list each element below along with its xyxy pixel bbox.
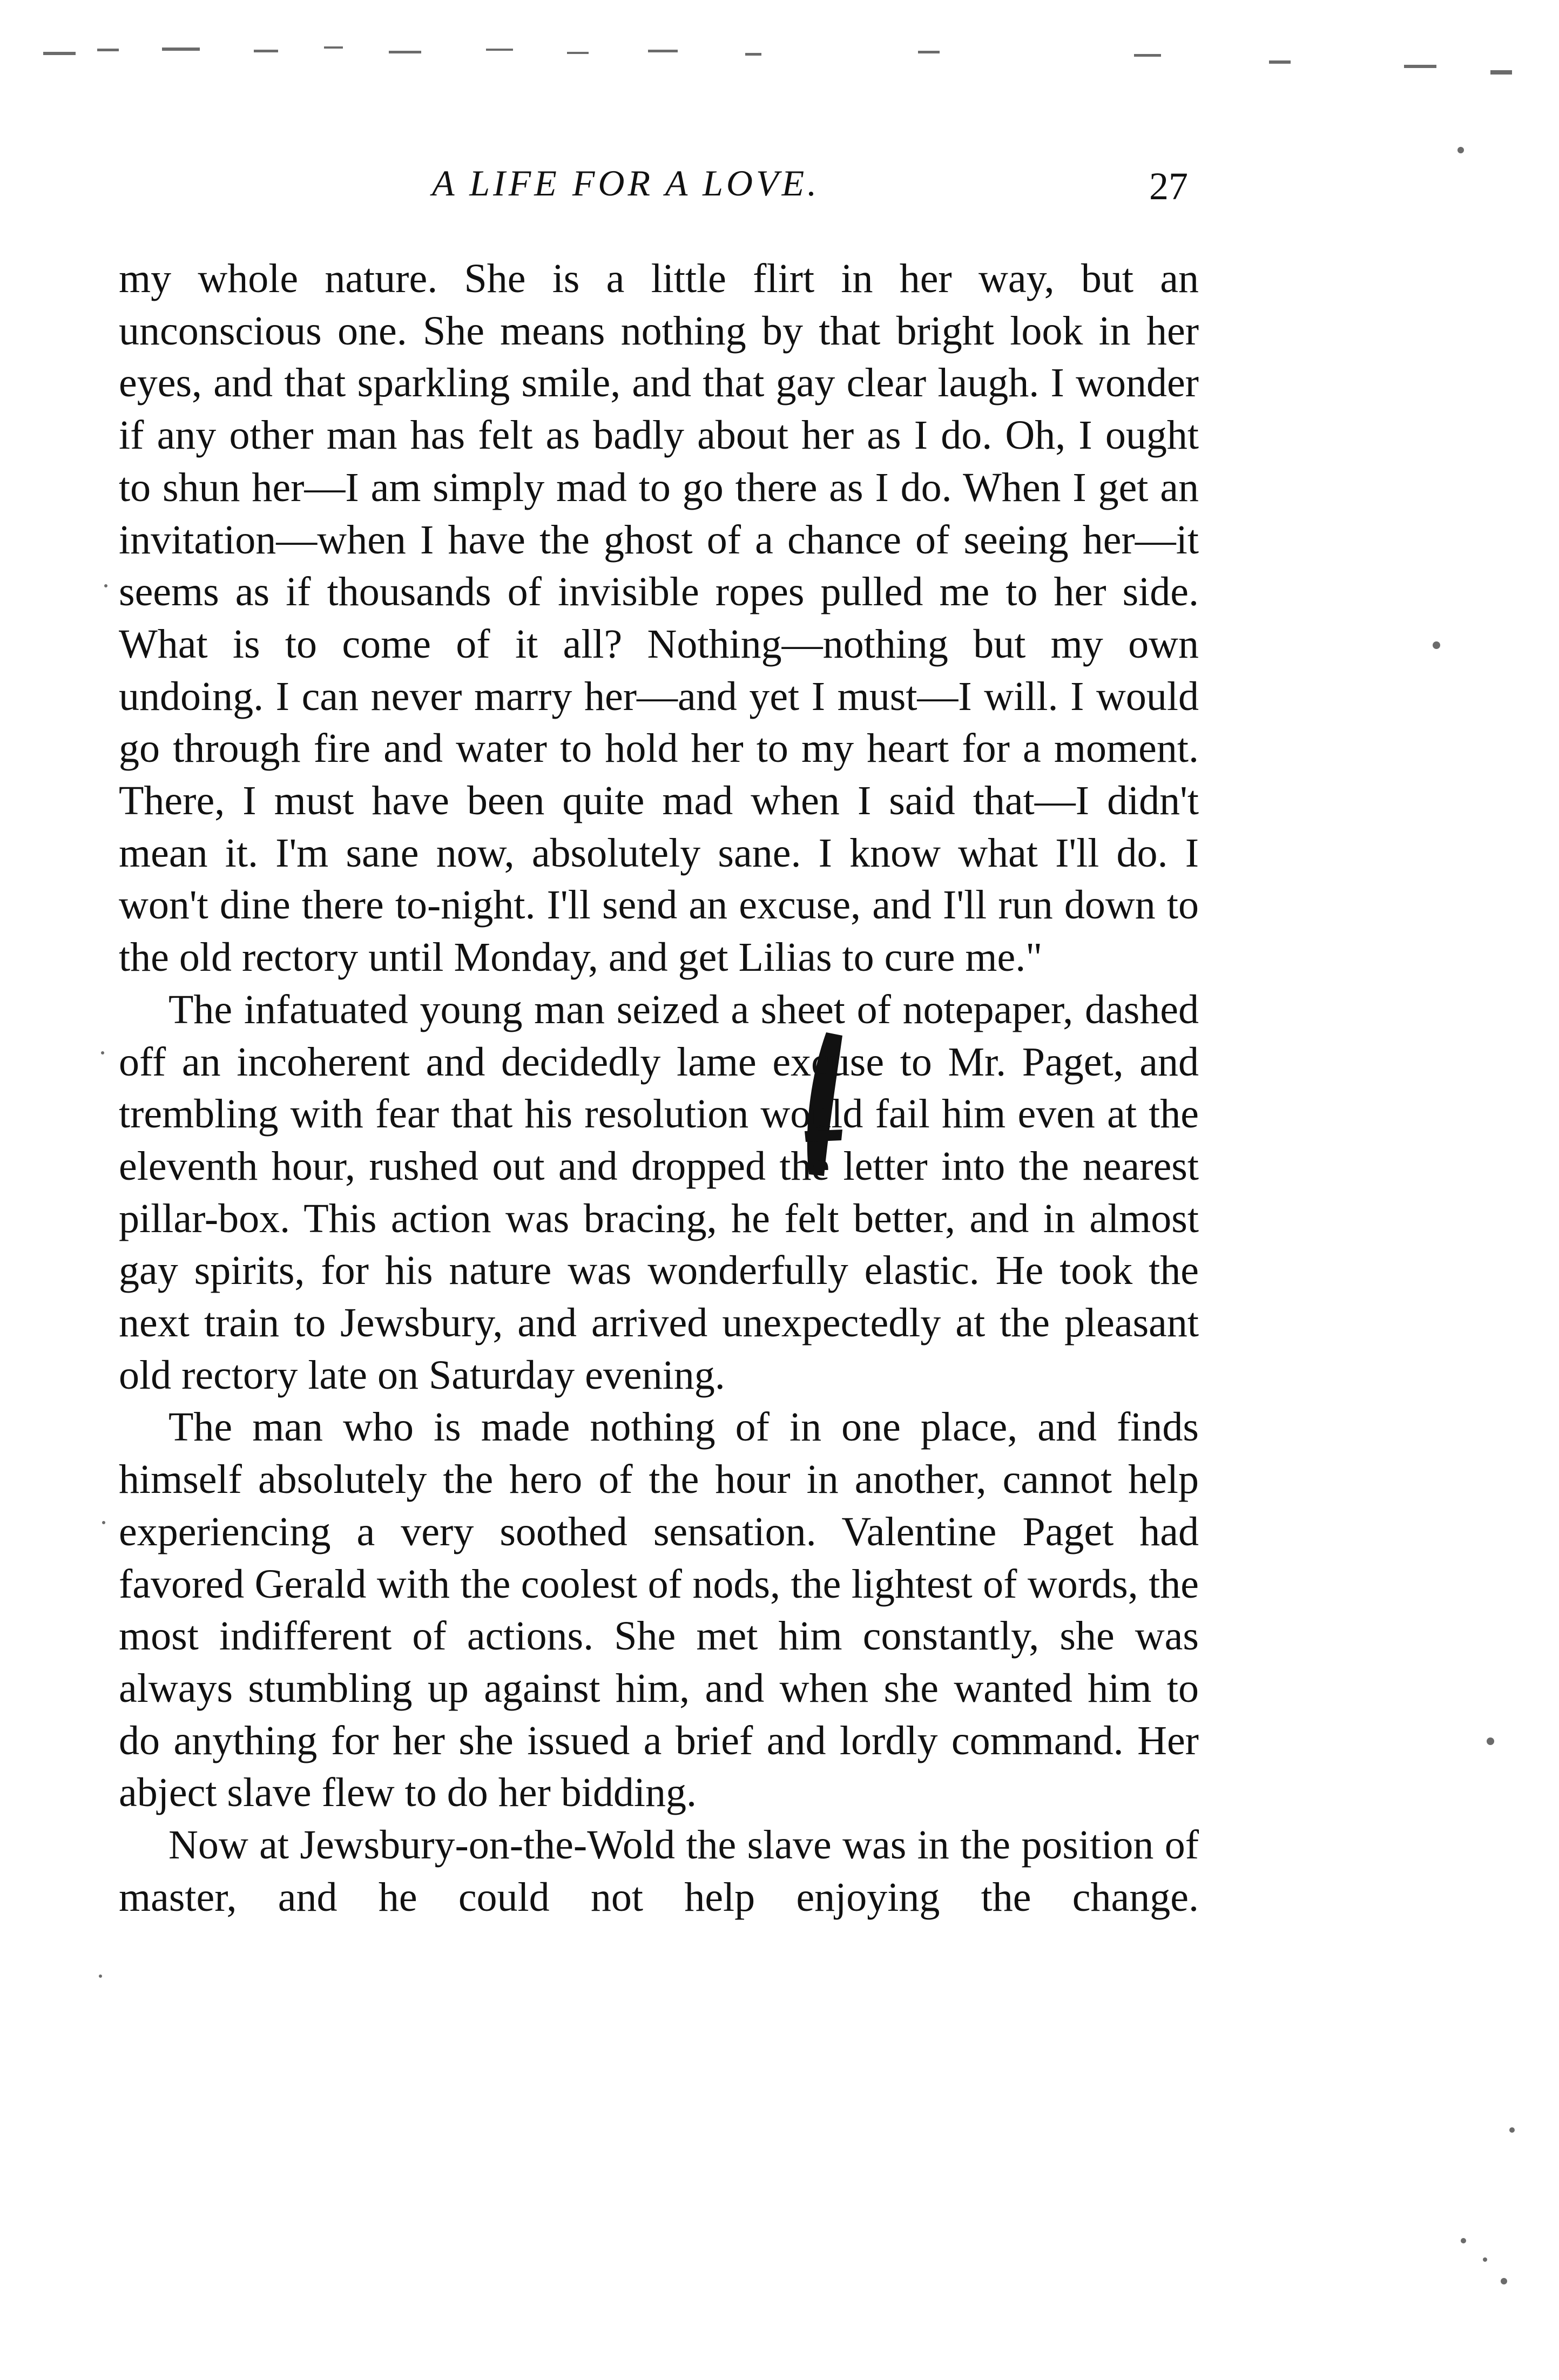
top-edge-speck [389, 51, 421, 53]
margin-speck [104, 584, 107, 587]
top-edge-speck [254, 50, 278, 52]
top-edge-speck [1134, 54, 1161, 57]
margin-speck [1501, 2278, 1507, 2284]
top-edge-speck [567, 52, 589, 54]
margin-speck [1457, 147, 1464, 153]
top-edge-speck [1269, 60, 1291, 64]
margin-speck [101, 1051, 104, 1054]
top-edge-speck [43, 52, 76, 55]
running-title: A LIFE FOR A LOVE. [432, 163, 820, 204]
top-edge-speck [918, 51, 940, 53]
margin-speck [102, 1521, 105, 1524]
margin-speck [1487, 1737, 1494, 1745]
margin-speck [1509, 2127, 1515, 2133]
paragraph-1: my whole nature. She is a little flirt in her way, but an unconscious one. She means nothing by that bright look in her eyes, and that sparkling smile, and that gay clear laugh. I wonder if any other man has felt as badly about her as I do. Oh, I ought to shun her—I am simply mad to go there as I do. When I get an invitation—when I have the ghost of a chance of seeing her—it seems as if thousands of invisible ropes pulled me to her side. What is to come of it all? Nothing—nothing but my own undoing. I can never marry her—and yet I must—I will. I would go through fire and water to hold her to my heart for a moment. There, I must have been quite mad when I said that—I didn't mean it. I'm sane now, absolutely sane. I know what I'll do. I won't dine there to-night. I'll send an excuse, and I'll run down to the old rectory until Monday, and get Lilias to cure me." [119, 256, 1199, 981]
top-edge-speck [97, 49, 119, 51]
top-edge-speck [486, 49, 513, 51]
top-edge-speck [1404, 65, 1436, 68]
running-head [119, 162, 1199, 216]
margin-speck [1433, 641, 1440, 649]
paragraph-4: Now at Jewsbury-on-the-Wold the slave was in the position of master, and he could not help enjoying the change. [119, 1822, 1199, 1920]
top-edge-speck [162, 48, 200, 51]
top-edge-speck [648, 50, 678, 52]
page-number: 27 [1149, 165, 1188, 208]
margin-speck [1483, 2257, 1487, 2262]
paragraph-3: The man who is made nothing of in one place, and finds himself absolutely the hero of the hour in another, cannot help experiencing a very soothed sensation. Valentine Paget had favored Gerald with the coolest of nods, the lightest of words, the most indifferent of actions. She met him constantly, she was always stumbling up against him, and when she wanted him to do anything for her she issued a brief and lordly command. Her abject slave flew to do her bidding. [119, 1404, 1199, 1816]
margin-speck [1461, 2238, 1466, 2243]
top-edge-speck [324, 46, 343, 49]
margin-speck [99, 1975, 102, 1978]
body-text [119, 253, 1199, 1924]
paragraph-2: The infatuated young man seized a sheet of notepaper, dashed off an incoherent and decidedly lame excuse to Mr. Paget, and trembling with fear that his resolution would fail him even at the eleventh hour, rushed out and dropped the letter into the nearest pillar-box. This action was bracing, he felt better, and in almost gay spirits, for his nature was wonderfully elastic. He took the next train to Jewsbury, and arrived unexpectedly at the pleasant old rectory late on Saturday evening. [119, 986, 1199, 1398]
top-edge-speck [1490, 70, 1512, 75]
top-edge-speck [745, 53, 761, 56]
